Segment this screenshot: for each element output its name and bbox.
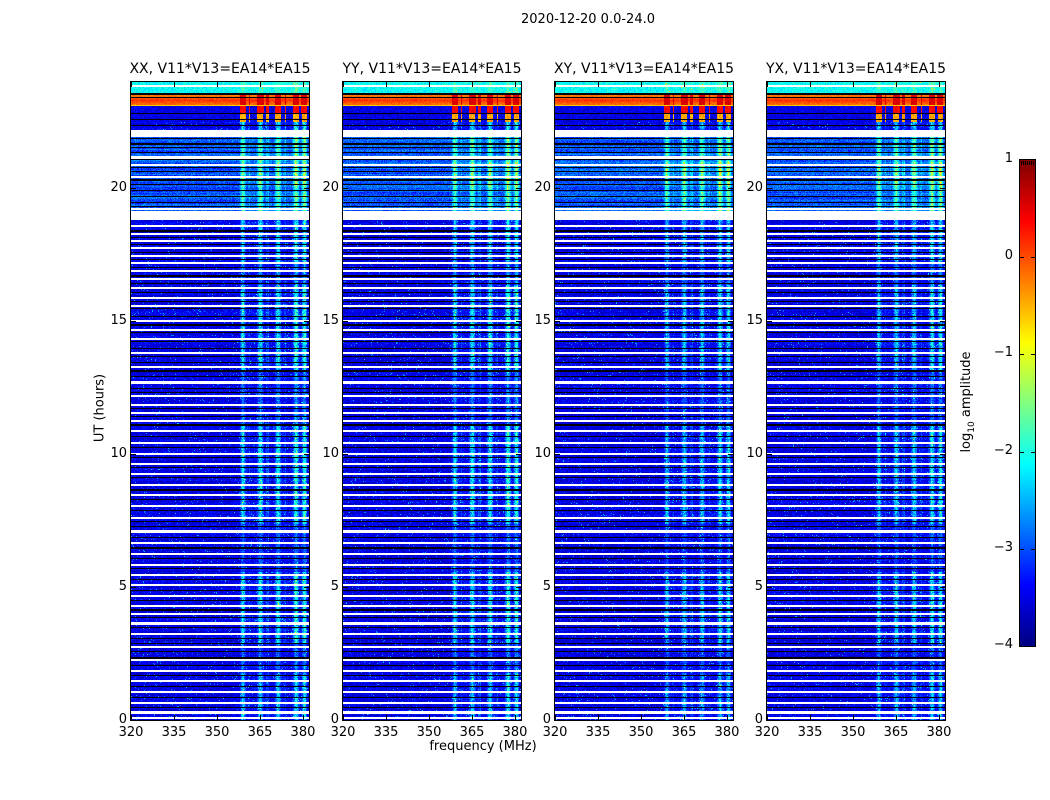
x-tick-label: 365	[459, 725, 485, 740]
y-tick-label: 5	[542, 579, 551, 595]
y-tick-label: 10	[746, 446, 763, 462]
y-tick-label: 15	[110, 313, 127, 329]
figure-title: 2020-12-20 0.0-24.0	[521, 12, 655, 27]
colorbar-label-sub: 10	[966, 421, 977, 433]
spectrogram-panel-yx	[766, 81, 946, 721]
y-tick-label: 20	[534, 180, 551, 196]
x-tick-label: 350	[416, 725, 442, 740]
x-tick-label: 365	[247, 725, 273, 740]
y-tick-label: 15	[746, 313, 763, 329]
colorbar-tick-label: −2	[993, 442, 1013, 458]
panel-title: XX, V11*V13=EA14*EA15	[129, 61, 311, 77]
x-tick-label: 380	[502, 725, 528, 740]
x-tick-label: 320	[754, 725, 780, 740]
y-tick-label: 0	[330, 712, 339, 727]
colorbar-tick-label: 1	[1004, 151, 1013, 166]
x-tick-label: 320	[118, 725, 144, 740]
x-tick-label: 335	[585, 725, 611, 740]
x-axis-label: frequency (MHz)	[429, 739, 537, 754]
y-tick-label: 15	[322, 313, 339, 329]
x-tick-label: 350	[204, 725, 230, 740]
x-tick-label: 320	[542, 725, 568, 740]
spectrogram-panel-xx	[130, 81, 310, 721]
y-tick-label: 0	[754, 712, 763, 727]
x-tick-label: 335	[373, 725, 399, 740]
panel-title: YY, V11*V13=EA14*EA15	[342, 61, 522, 77]
y-tick-label: 0	[118, 712, 127, 727]
panel-title: YX, V11*V13=EA14*EA15	[765, 61, 947, 77]
x-tick-label: 320	[330, 725, 356, 740]
colorbar-label-pre: log	[959, 432, 975, 453]
x-tick-label: 335	[797, 725, 823, 740]
y-axis-label: UT (hours)	[92, 373, 108, 443]
y-tick-label: 10	[322, 446, 339, 462]
y-tick-label: 20	[746, 180, 763, 196]
x-tick-label: 380	[926, 725, 952, 740]
colorbar-tick-label: −3	[993, 539, 1013, 555]
colorbar-label-post: amplitude	[959, 351, 975, 422]
x-tick-label: 335	[161, 725, 187, 740]
y-tick-label: 5	[330, 579, 339, 595]
spectrogram-panel-xy	[554, 81, 734, 721]
x-tick-label: 365	[883, 725, 909, 740]
panel-title: XY, V11*V13=EA14*EA15	[553, 61, 735, 77]
x-tick-label: 350	[840, 725, 866, 740]
y-tick-label: 0	[542, 712, 551, 727]
y-tick-label: 10	[110, 446, 127, 462]
spectrogram-panel-yy	[342, 81, 522, 721]
colorbar-tick-label: −4	[993, 637, 1013, 652]
y-tick-label: 15	[534, 313, 551, 329]
y-tick-label: 20	[322, 180, 339, 196]
colorbar-tick-label: −1	[993, 345, 1013, 361]
colorbar-tick-label: 0	[1004, 248, 1013, 264]
colorbar	[1019, 159, 1036, 647]
x-tick-label: 380	[290, 725, 316, 740]
x-tick-label: 380	[714, 725, 740, 740]
y-tick-label: 20	[110, 180, 127, 196]
y-tick-label: 5	[118, 579, 127, 595]
colorbar-label	[959, 351, 977, 452]
y-tick-label: 10	[534, 446, 551, 462]
y-tick-label: 5	[754, 579, 763, 595]
x-tick-label: 350	[628, 725, 654, 740]
x-tick-label: 365	[671, 725, 697, 740]
